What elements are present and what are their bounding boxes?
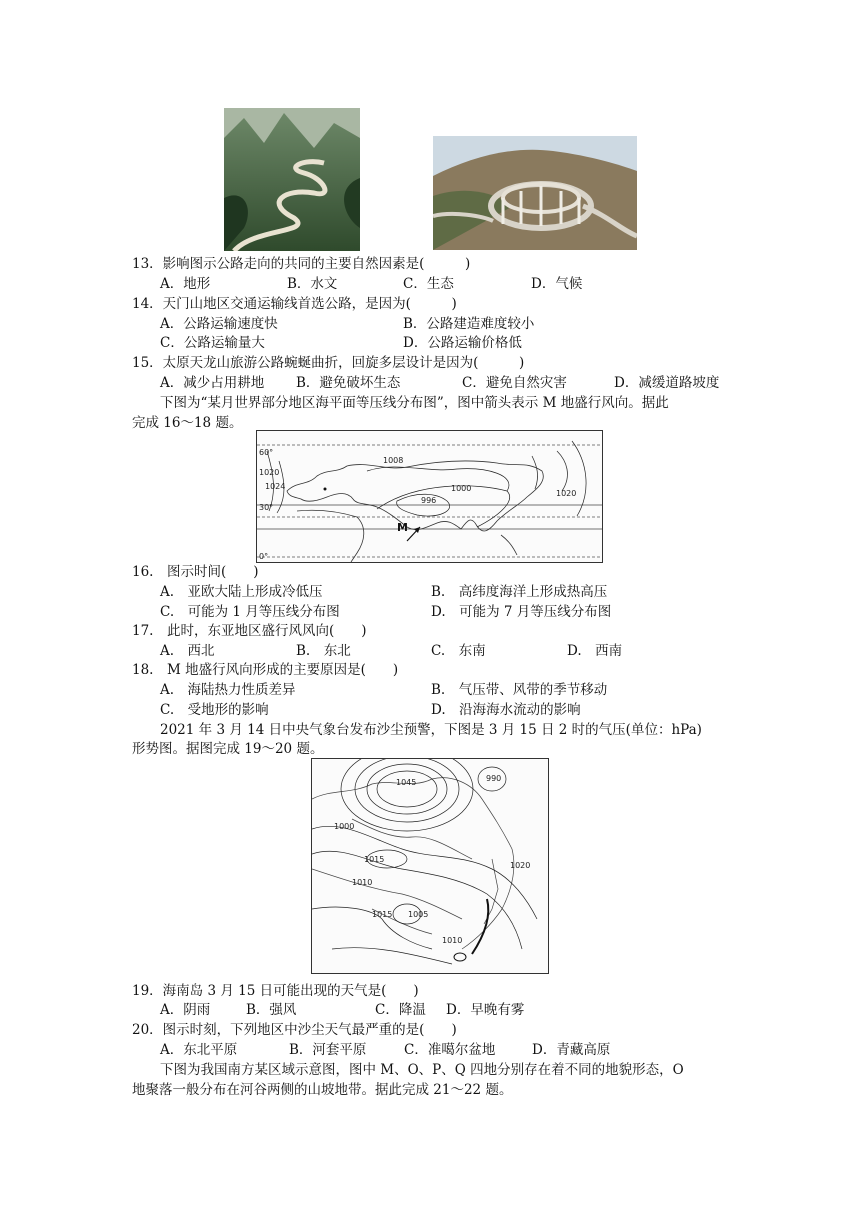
isobar-label-1008: 1008 xyxy=(383,456,404,465)
question-15-option-c: C．避免自然灾害 xyxy=(462,375,567,391)
isobar-label-1005: 1005 xyxy=(408,910,429,919)
isobar-label-1045: 1045 xyxy=(396,778,417,787)
isobar-label-1024: 1024 xyxy=(265,482,286,491)
question-20-option-b: B．河套平原 xyxy=(289,1042,367,1058)
question-14-option-b: B．公路建造难度较小 xyxy=(403,316,535,332)
question-15-option-b: B．避免破坏生态 xyxy=(296,375,401,391)
question-13-option-a: A．地形 xyxy=(160,276,211,292)
question-15-option-a: A．减少占用耕地 xyxy=(160,375,265,391)
intro-19-20-line1: 2021 年 3 月 14 日中央气象台发布沙尘预警，下图是 3 月 15 日 2 时的气压(单位：hPa) xyxy=(160,722,702,738)
isobar-label-1020-east: 1020 xyxy=(556,489,577,498)
latitude-label-0: 0° xyxy=(259,552,269,561)
china-pressure-map xyxy=(311,758,549,974)
question-16-option-c: C. 可能为 1 月等压线分布图 xyxy=(160,604,340,620)
tianmen-mountain-road-photo xyxy=(224,108,360,251)
question-17-option-a: A. 西北 xyxy=(160,643,215,659)
intro-16-18-line2: 完成 16～18 题。 xyxy=(132,415,243,431)
question-16-option-a: A. 亚欧大陆上形成冷低压 xyxy=(160,584,323,600)
latitude-label-60: 60° xyxy=(259,448,274,457)
intro-19-20-line2: 形势图。据图完成 19～20 题。 xyxy=(132,741,324,757)
isobar-label-1000: 1000 xyxy=(451,484,472,493)
intro-16-18-line1: 下图为“某月世界部分地区海平面等压线分布图”，图中箭头表示 M 地盛行风向。据此 xyxy=(160,395,669,411)
question-17-option-d: D. 西南 xyxy=(567,643,623,659)
question-20-stem: 20．图示时刻，下列地区中沙尘天气最严重的是( ) xyxy=(132,1022,457,1038)
question-14-option-d: D．公路运输价格低 xyxy=(403,335,522,351)
question-18-option-a: A. 海陆热力性质差异 xyxy=(160,682,296,698)
question-13-stem: 13．影响图示公路走向的共同的主要自然因素是( ) xyxy=(132,256,471,272)
intro-21-22-line1: 下图为我国南方某区域示意图，图中 M、O、P、Q 四地分别存在着不同的地貌形态，O xyxy=(160,1062,684,1078)
question-18-stem: 18. M 地盛行风向形成的主要原因是( ) xyxy=(132,662,399,678)
latitude-label-30: 30° xyxy=(259,503,274,512)
question-13-option-d: D．气候 xyxy=(531,276,583,292)
question-19-option-a: A．阴雨 xyxy=(160,1002,211,1018)
isobar-label-990: 990 xyxy=(486,774,502,783)
question-18-option-d: D. 沿海海水流动的影响 xyxy=(431,702,581,718)
question-13-option-c: C．生态 xyxy=(403,276,454,292)
isobar-label-996: 996 xyxy=(421,496,437,505)
question-17-stem: 17. 此时，东亚地区盛行风风向( ) xyxy=(132,623,367,639)
question-15-stem: 15．太原天龙山旅游公路蜿蜒曲折，回旋多层设计是因为( ) xyxy=(132,355,525,371)
isobar-label-1015-north: 1015 xyxy=(364,855,385,864)
question-19-stem: 19．海南岛 3 月 15 日可能出现的天气是( ) xyxy=(132,983,419,999)
isobar-label-1020: 1020 xyxy=(510,861,531,870)
intro-21-22-line2: 地聚落一般分布在河谷两侧的山坡地带。据此完成 21～22 题。 xyxy=(132,1082,513,1098)
question-18-option-c: C. 受地形的影响 xyxy=(160,702,269,718)
isobar-label-1010-west: 1010 xyxy=(352,878,373,887)
question-20-option-c: C．准噶尔盆地 xyxy=(404,1042,496,1058)
question-15-option-d: D．减缓道路坡度 xyxy=(614,375,720,391)
question-19-option-b: B．强风 xyxy=(246,1002,297,1018)
isobar-label-1020-west: 1020 xyxy=(259,468,280,477)
isobar-label-1000: 1000 xyxy=(334,822,355,831)
question-20-option-a: A．东北平原 xyxy=(160,1042,238,1058)
question-16-option-b: B. 高纬度海洋上形成热高压 xyxy=(431,584,608,600)
question-20-option-d: D．青藏高原 xyxy=(532,1042,611,1058)
question-17-option-c: C. 东南 xyxy=(431,643,486,659)
question-14-option-a: A．公路运输速度快 xyxy=(160,316,278,332)
world-isobar-map xyxy=(256,430,603,563)
question-17-option-b: B. 东北 xyxy=(296,643,351,659)
isobar-label-1015-south: 1015 xyxy=(372,910,393,919)
question-18-option-b: B. 气压带、风带的季节移动 xyxy=(431,682,608,698)
question-19-option-c: C．降温 xyxy=(375,1002,426,1018)
question-16-stem: 16. 图示时间( ) xyxy=(132,564,259,580)
question-14-stem: 14．天门山地区交通运输线首选公路，是因为( ) xyxy=(132,296,457,312)
tianlongshan-spiral-road-photo xyxy=(433,136,637,250)
question-14-option-c: C．公路运输量大 xyxy=(160,335,265,351)
question-13-option-b: B．水文 xyxy=(287,276,338,292)
isobar-label-1010-south: 1010 xyxy=(442,936,463,945)
point-m-label: M xyxy=(397,521,408,534)
question-16-option-d: D. 可能为 7 月等压线分布图 xyxy=(431,604,612,620)
question-19-option-d: D．早晚有雾 xyxy=(446,1002,525,1018)
